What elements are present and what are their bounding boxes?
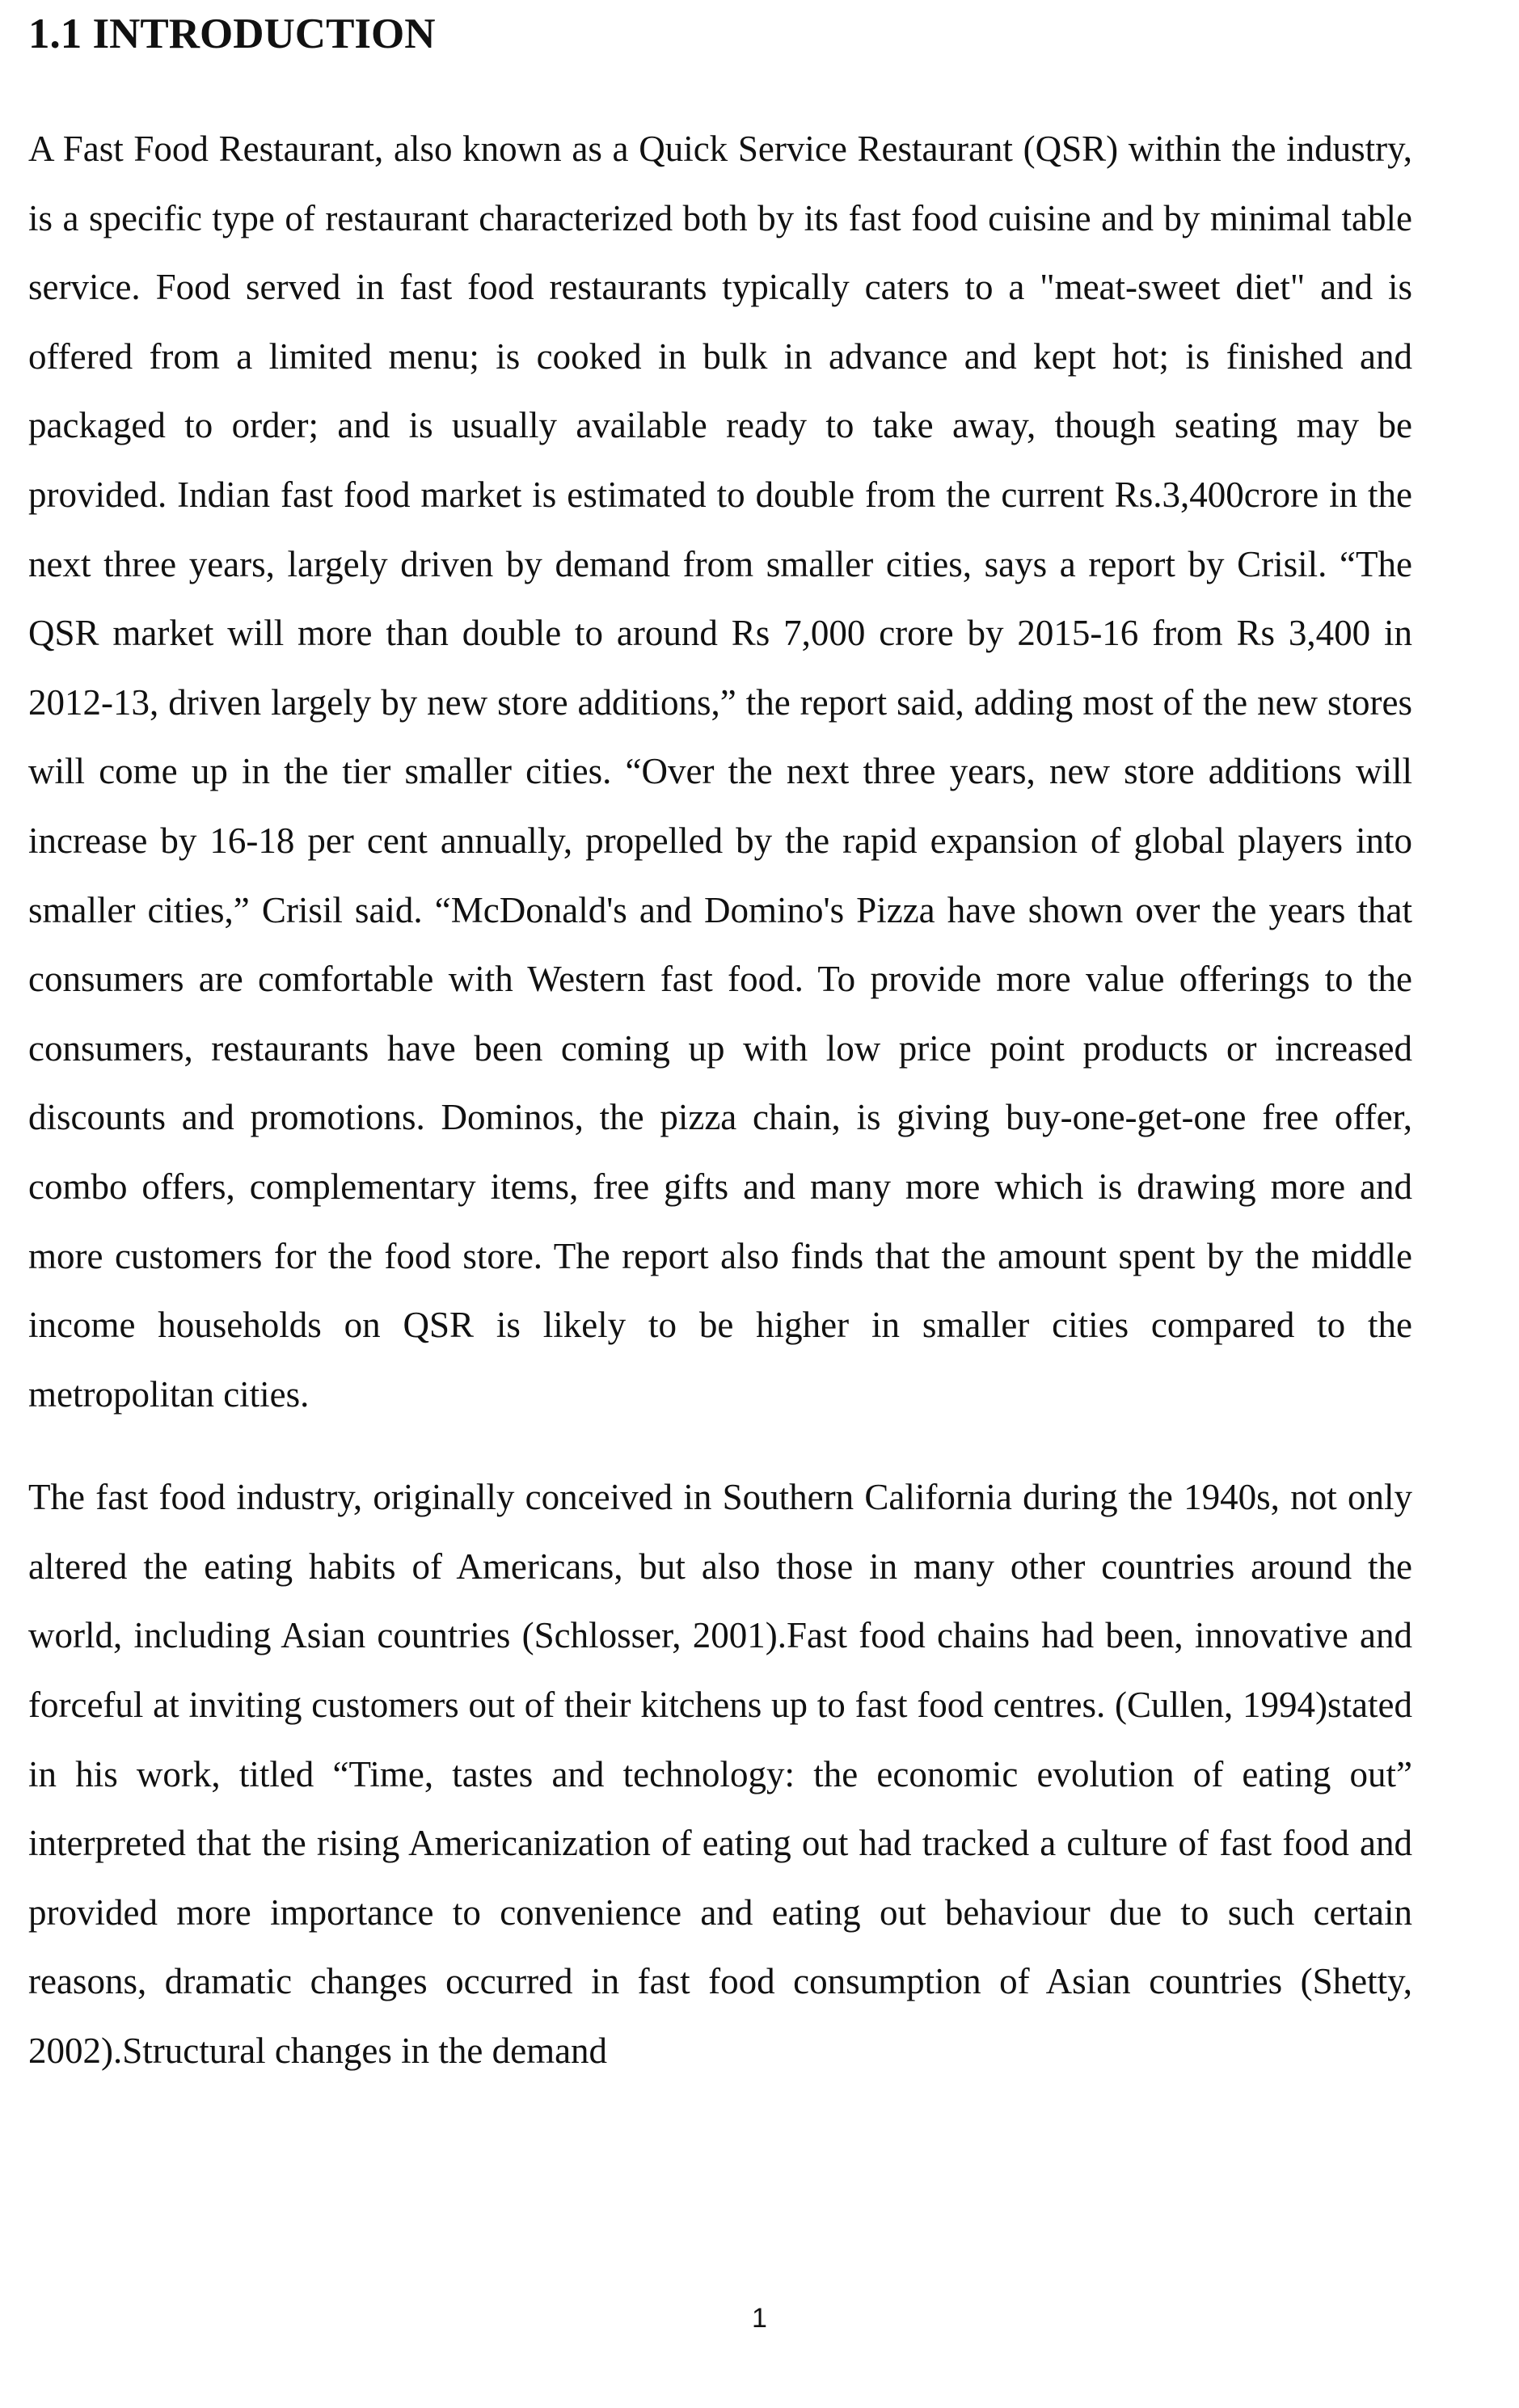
paragraph-qsr-overview: A Fast Food Restaurant, also known as a Quick Service Restaurant (QSR) within the industry, is a specific type of restaurant characterized both by its fast food cuisine and by minimal table service. Food served in fast food restaurants typically caters to a "meat-sweet diet" and is offered from a limited menu; is cooked in bulk in advance and kept hot; is finished and packaged to order; and is usually available ready to take away, though seating may be provided. Indian fast food market is estimated to double from the current Rs.3,400crore in the next three years, largely driven by demand from smaller cities, says a report by Crisil. “The QSR market will more than double to around Rs 7,000 crore by 2015-16 from Rs 3,400 in 2012-13, driven largely by new store additions,” the report said, adding most of the new stores will come up in the tier smaller cities. “Over the next three years, new store additions will increase by 16-18 per cent annually, propelled by the rapid expansion of global players into smaller cities,” Crisil said. “McDonald's and Domino's Pizza have shown over the years that consumers are comfortable with Western fast food. To provide more value offerings to the consumers, restaurants have been coming up with low price point products or increased discounts and promotions. Dominos, the pizza chain, is giving buy-one-get-one free offer, combo offers, complementary items, free gifts and many more which is drawing more and more customers for the food store. The report also finds that the amount spent by the middle income households on QSR is likely to be higher in smaller cities compared to the metropolitan cities.: [28, 129, 1412, 1415]
document-page: [28, 0, 1412, 2086]
section-heading: 1.1 INTRODUCTION: [28, 11, 436, 57]
page-number: 1: [752, 2303, 767, 2334]
paragraph-fast-food-history: The fast food industry, originally conceived in Southern California during the 1940s, not only altered the eating habits of Americans, but also those in many other countries around the world, including Asian countries (Schlosser, 2001).Fast food chains had been, innovative and forceful at inviting customers out of their kitchens up to fast food centres. (Cullen, 1994)stated in his work, titled “Time, tastes and technology: the economic evolution of eating out” interpreted that the rising Americanization of eating out had tracked a culture of fast food and provided more importance to convenience and eating out behaviour due to such certain reasons, dramatic changes occurred in fast food consumption of Asian countries (Shetty, 2002).Structural changes in the demand: [28, 1477, 1412, 2072]
